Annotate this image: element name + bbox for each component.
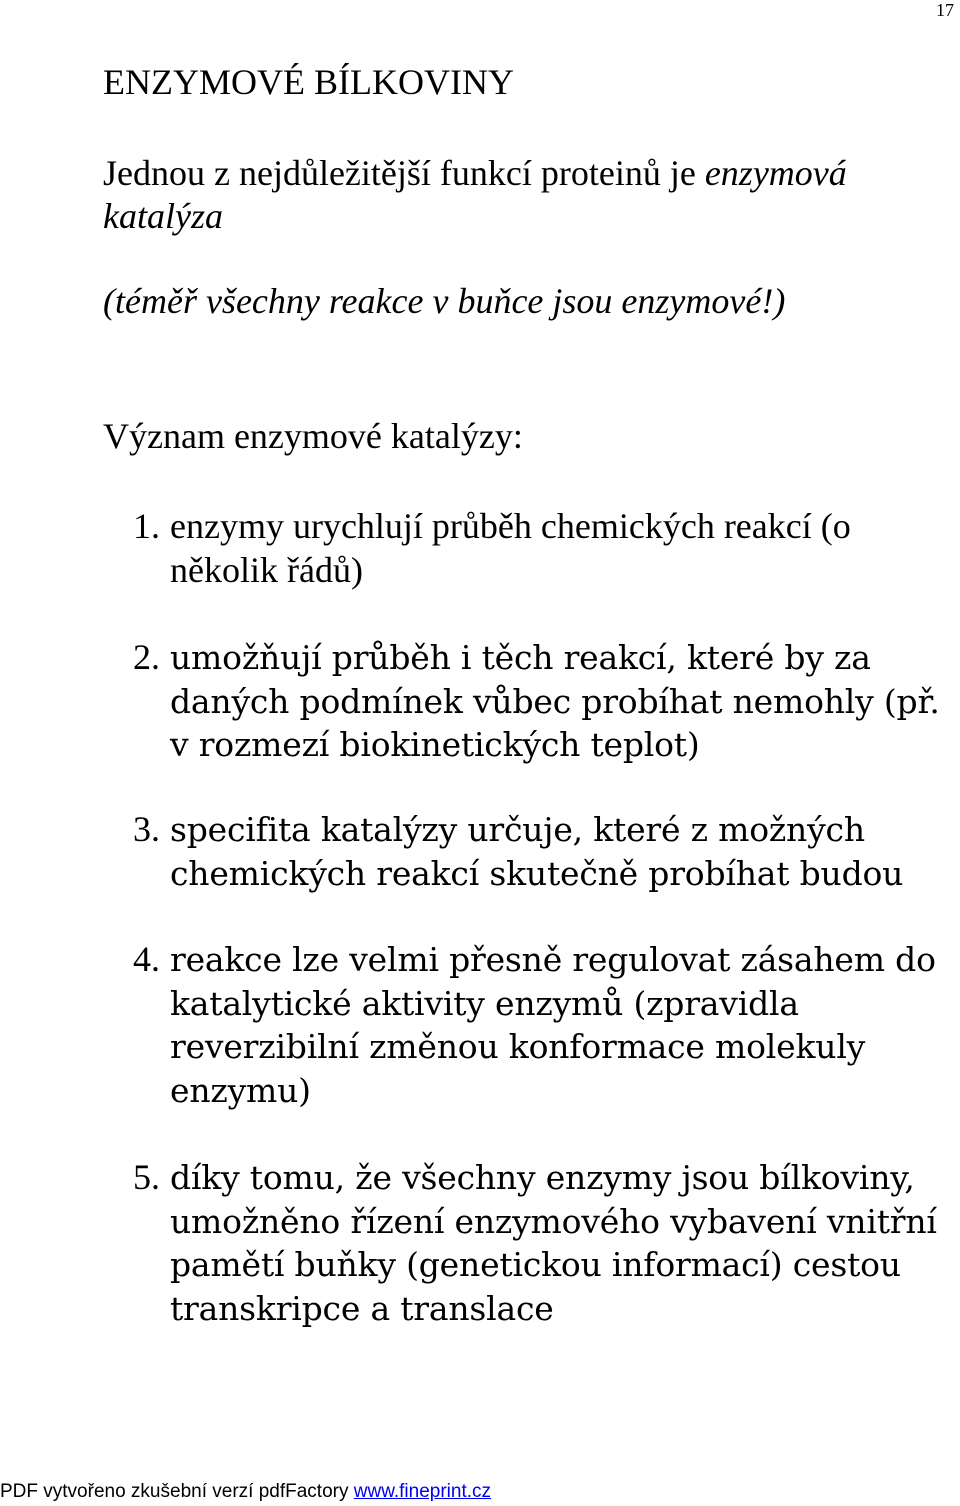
footer-link[interactable]: www.fineprint.cz	[353, 1481, 492, 1502]
list-item	[133, 808, 960, 895]
footer	[0, 1480, 960, 1504]
list-item-text: enzymy urychlují průběh chemických reakcí (o několik řádů)	[170, 506, 851, 590]
list-item-number: 1.	[133, 506, 160, 546]
list-item-number: 4.	[133, 939, 160, 979]
list-item-number: 3.	[133, 809, 160, 849]
list-item	[133, 505, 960, 592]
page-title: ENZYMOVÉ BÍLKOVINY	[103, 62, 514, 102]
list-item-text: specifita katalýzy určuje, které z možných chemických reakcí skutečně probíhat budou	[170, 810, 904, 893]
intro-emphasis: enzymová katalýza	[103, 153, 847, 236]
list-item	[133, 636, 960, 767]
list-item	[133, 938, 960, 1112]
page-number: 17	[936, 0, 954, 20]
list-item-text: díky tomu, že všechny enzymy jsou bílkoviny, umožněno řízení enzymového vybavení vnitřní pamětí buňky (genetickou informací) cestou transkripce a translace	[170, 1158, 937, 1328]
list-item-number: 5.	[133, 1157, 160, 1197]
intro-paragraph	[103, 152, 953, 238]
list-item	[133, 1156, 960, 1330]
list-item-text: reakce lze velmi přesně regulovat zásahem do katalytické aktivity enzymů (zpravidla reverzibilní změnou konformace molekuly enzymu)	[170, 940, 936, 1110]
note-text: (téměř všechny reakce v buňce jsou enzymové!)	[103, 281, 786, 321]
intro-text: Jednou z nejdůležitější funkcí proteinů je	[103, 153, 705, 193]
footer-text: PDF vytvořeno zkušební verzí pdfFactory	[0, 1481, 354, 1502]
list-item-text: umožňují průběh i těch reakcí, které by za daných podmínek vůbec probíhat nemohly (př. v rozmezí biokinetických teplot)	[170, 638, 940, 764]
list-item-number: 2.	[133, 637, 160, 677]
section-subtitle: Význam enzymové katalýzy:	[103, 416, 523, 456]
